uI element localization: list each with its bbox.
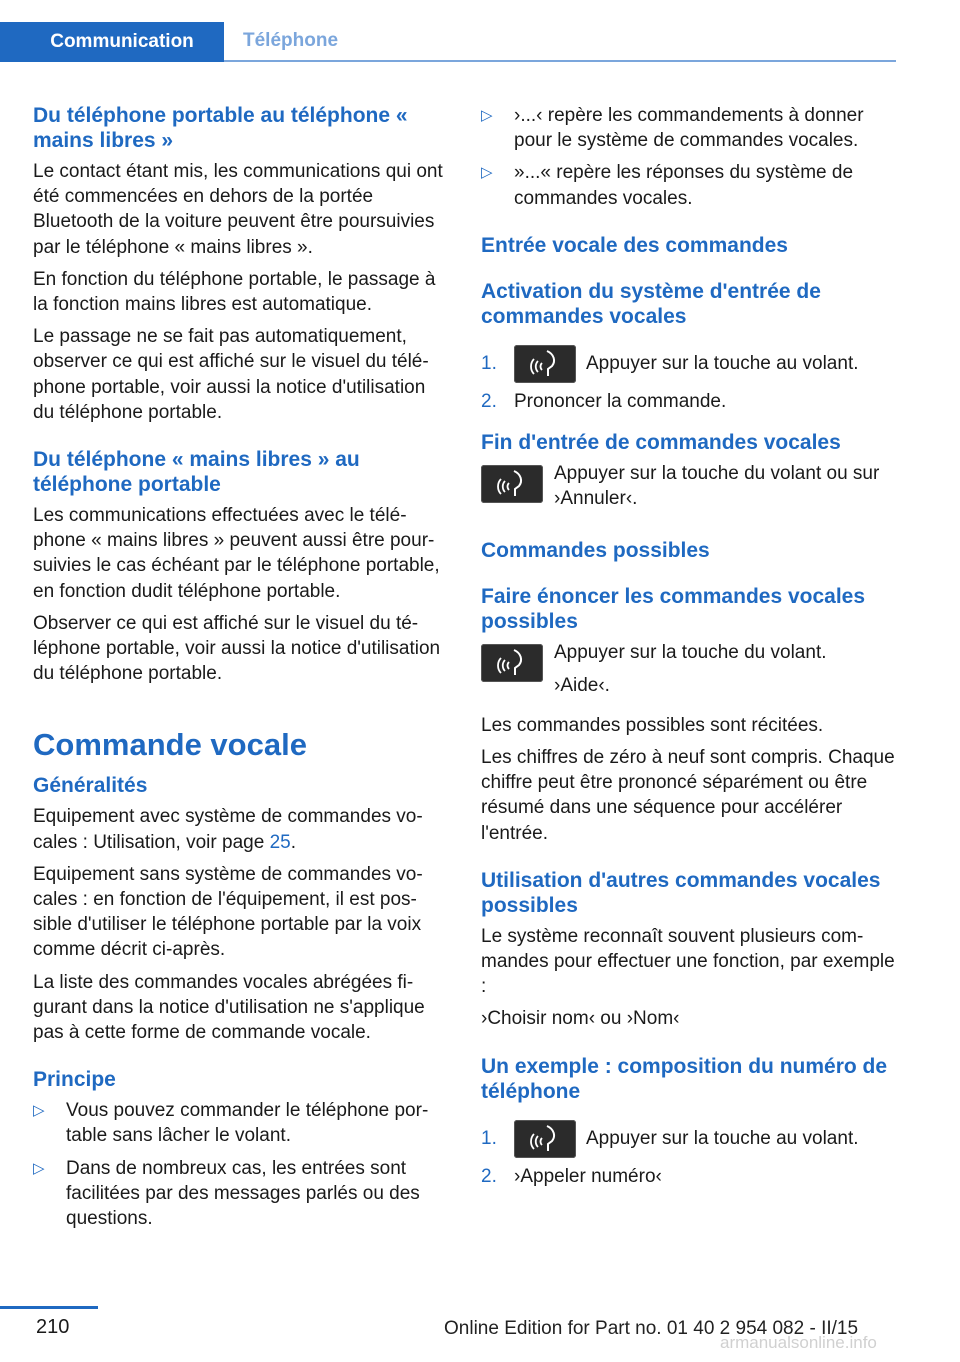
triangle-bullet-icon: ▷ xyxy=(481,164,493,182)
steering-wheel-voice-key-icon xyxy=(514,345,576,383)
heading-end-voice-entry: Fin d'entrée de commandes vocales xyxy=(481,431,841,455)
steering-wheel-voice-key-icon xyxy=(514,1120,576,1158)
steering-wheel-voice-key-icon xyxy=(481,465,543,503)
step-item: 2. ›Appeler numéro‹ xyxy=(481,1165,662,1187)
heading-activation: Activation du système d'entrée de commandes vocales xyxy=(481,279,821,328)
list-item: ▷ Dans de nombreux cas, les entrées sont facilitées par des messages parlés ou des questions. xyxy=(33,1157,420,1230)
paragraph: Observer ce qui est affiché sur le visuel du téléphone portable, voir aussi la notice d'utilisation du téléphone portable. xyxy=(33,612,441,685)
paragraph: Equipement sans système de commandes vocales : en fonction de l'équipement, il est possible d'utiliser le téléphone portable par la voix comme décrit ci-après. xyxy=(33,863,423,961)
paragraph: Les chiffres de zéro à neuf sont compris. Chaque chiffre peut être prononcé séparément ou être résumé dans une séquence pour accélérer l'entrée. xyxy=(481,747,895,844)
right-column xyxy=(481,103,896,1195)
watermark: armanualsonline.info xyxy=(720,1333,877,1352)
heading-general: Généralités xyxy=(33,774,148,798)
step-item: 1. Appuyer sur la touche au volant. xyxy=(481,345,896,383)
step-item: 2. Prononcer la commande. xyxy=(481,390,727,412)
left-column xyxy=(33,103,448,1238)
heading-principle: Principe xyxy=(33,1068,116,1092)
heading-voice-command: Commande vocale xyxy=(33,727,307,763)
paragraph: Equipement avec système de commandes vocales : Utilisation, voir page 25. xyxy=(33,806,423,853)
heading-voice-entry: Entrée vocale des commandes xyxy=(481,233,788,257)
step-item: 1. Appuyer sur la touche au volant. xyxy=(481,1120,896,1158)
triangle-bullet-icon: ▷ xyxy=(481,107,493,124)
page-header xyxy=(0,0,896,62)
heading-handsfree-to-mobile: Du téléphone « mains libres » au téléphone portable xyxy=(33,448,360,497)
section-tab-communication: Communication xyxy=(0,22,224,62)
paragraph: ›Choisir nom‹ ou ›Nom‹ xyxy=(481,1008,680,1030)
heading-possible-commands: Commandes possibles xyxy=(481,539,710,563)
list-item: ▷ Vous pouvez commander le téléphone portable sans lâcher le volant. xyxy=(33,1100,429,1147)
page-link[interactable]: 25 xyxy=(269,831,291,853)
paragraph: En fonction du téléphone portable, le passage à la fonction mains libres est automatique. xyxy=(33,268,436,316)
footer-rule xyxy=(0,1306,98,1309)
paragraph: Le système reconnaît souvent plusieurs commandes pour effectuer une fonction, par exemple : xyxy=(481,925,895,998)
section-tab-telephone: Téléphone xyxy=(224,22,896,62)
heading-mobile-to-handsfree: Du téléphone portable au téléphone « mains libres » xyxy=(33,104,408,152)
paragraph: Le passage ne se fait pas automatiquement, observer ce qui est affiché sur le visuel du téléphone portable, voir aussi la notice d'utilisation du téléphone portable. xyxy=(33,326,429,423)
paragraph: La liste des commandes vocales abrégées figurant dans la notice d'utilisation ne s'applique pas à cette forme de commande vocale. xyxy=(33,971,425,1044)
triangle-bullet-icon: ▷ xyxy=(33,1159,45,1177)
heading-other-commands: Utilisation d'autres commandes vocales possibles xyxy=(481,868,881,917)
paragraph: Les communications effectuées avec le téléphone « mains libres » peuvent aussi être poursuivies le cas échéant par le téléphone portable, en fonction dudit téléphone portable. xyxy=(33,505,440,602)
edition-note: Online Edition for Part no. 01 40 2 954 082 - II/15 xyxy=(444,1318,859,1339)
steering-wheel-voice-key-icon xyxy=(481,644,543,682)
icon-instruction: Appuyer sur la touche du volant. ›Aide‹. xyxy=(481,640,896,697)
heading-list-commands: Faire énoncer les commandes vocales possibles xyxy=(481,585,866,634)
paragraph: Le contact étant mis, les communications qui ont été commencées en dehors de la portée Bluetooth de la voiture peuvent être poursuivies par le téléphone « mains libres ». xyxy=(33,161,443,258)
list-item: ▷ ›...‹ repère les commandements à donner pour le système de commandes vocales. xyxy=(481,105,864,152)
triangle-bullet-icon: ▷ xyxy=(33,1102,45,1120)
list-item: ▷ »...« repère les réponses du système de commandes vocales. xyxy=(481,162,854,209)
page-number: 210 xyxy=(36,1316,70,1338)
heading-example-dial: Un exemple : composition du numéro de téléphone xyxy=(481,1054,888,1103)
icon-instruction: Appuyer sur la touche du volant ou sur ›Annuler‹. xyxy=(481,461,896,511)
paragraph: Les commandes possibles sont récitées. xyxy=(481,714,824,736)
